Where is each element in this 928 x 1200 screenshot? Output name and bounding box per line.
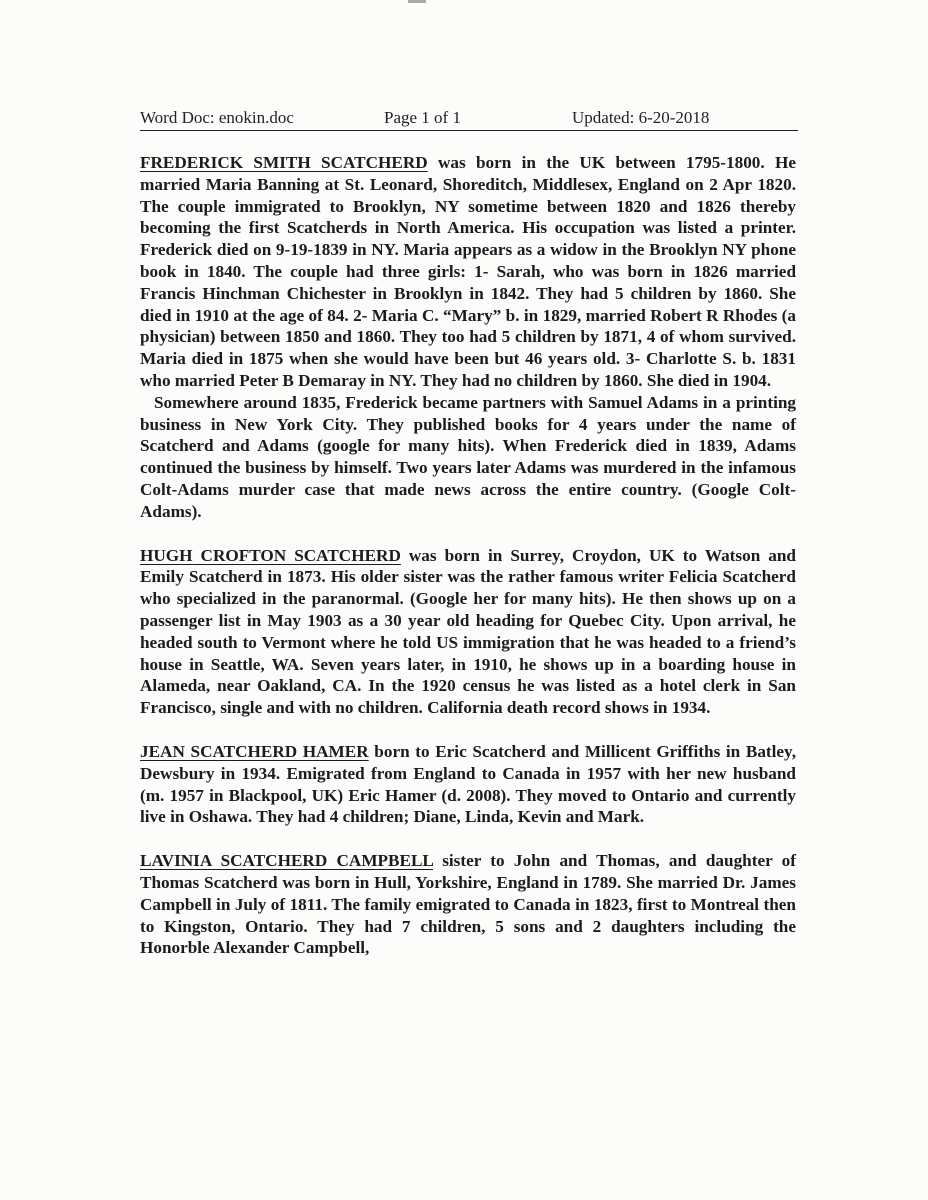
paragraph-gap xyxy=(140,719,796,741)
entry-name: HUGH CROFTON SCATCHERD xyxy=(140,545,401,565)
scan-artifact xyxy=(408,0,426,3)
entry-frederick xyxy=(140,152,796,392)
entry-text: was born in Surrey, Croydon, UK to Watson and Emily Scatcherd in 1873. His older sister was the rather famous writer Felicia Scatcherd who specialized in the paranormal. (Google her for many hits). He then shows up on a passenger list in May 1903 as a 30 year old heading for Quebec City. Upon arrival, he headed south to Vermont where he told US immigration that he was headed to a friend’s house in Seattle, WA. Seven years later, in 1910, he shows up in a boarding house in Alameda, near Oakland, CA. In the 1920 census he was listed as a hotel clerk in San Francisco, single and with no children. California death record shows in 1934. xyxy=(140,545,796,718)
entry-lavinia xyxy=(140,850,796,959)
entry-name: FREDERICK SMITH SCATCHERD xyxy=(140,153,428,172)
entry-name: JEAN SCATCHERD HAMER xyxy=(140,741,369,761)
header-doc-name: Word Doc: enokin.doc xyxy=(140,108,294,127)
entry-jean xyxy=(140,741,796,828)
entry-text: born to Eric Scatcherd and Millicent Griffiths in Batley, Dewsbury in 1934. Emigrated from England to Canada in 1957 with her new husband (m. 1957 in Blackpool, UK) Eric Hamer (d. 2008). They moved to Ontario and currently live in Oshawa. They had 4 children; Diane, Linda, Kevin and Mark. xyxy=(140,741,796,827)
paragraph-gap xyxy=(140,828,796,850)
paragraph-gap xyxy=(140,523,796,545)
entry-text: was born in the UK between 1795-1800. He married Maria Banning at St. Leonard, Shoreditch, Middlesex, England on 2 Apr 1820. The couple immigrated to Brooklyn, NY sometime between 1820 and 1826 thereby becoming the first Scatcherds in North America. His occupation was listed a printer. Frederick died on 9-19-1839 in NY. Maria appears as a widow in the Brooklyn NY phone book in 1840. The couple had three girls: 1- Sarah, who was born in 1826 married Francis Hinchman Chichester in Brooklyn in 1842. They had 5 children by 1860. She died in 1910 at the age of 84. 2- Maria C. “Mary” b. in 1829, married Robert R Rhodes (a physician) between 1850 and 1860. They too had 5 children by 1871, 4 of whom survived. Maria died in 1875 when she would have been but 46 years old. 3- Charlotte S. b. 1831 who married Peter B Demaray in NY. They had no children by 1860. She died in 1904. xyxy=(140,153,796,390)
header-updated-date: Updated: 6-20-2018 xyxy=(572,108,710,127)
entry-name: LAVINIA SCATCHERD CAMPBELL xyxy=(140,851,433,871)
document-body xyxy=(140,152,796,959)
entry-hugh xyxy=(140,545,796,719)
entry-text: sister to John and Thomas, and daughter of Thomas Scatcherd was born in Hull, Yorkshire, England in 1789. She married Dr. James Campbell in July of 1811. The family emigrated to Canada in 1823, first to Montreal then to Kingston, Ontario. They had 7 children, 5 sons and 2 daughters including the Honorble Alexander Campbell, xyxy=(140,851,796,958)
entry-frederick-continued: Somewhere around 1835, Frederick became partners with Samuel Adams in a printing business in New York City. They published books for 4 years under the name of Scatcherd and Adams (google for many hits). When Frederick died in 1839, Adams continued the business by himself. Two years later Adams was murdered in the infamous Colt-Adams murder case that made news across the entire country. (Google Colt-Adams). xyxy=(140,392,796,521)
page-header xyxy=(140,108,798,131)
header-page-number: Page 1 of 1 xyxy=(384,108,461,127)
